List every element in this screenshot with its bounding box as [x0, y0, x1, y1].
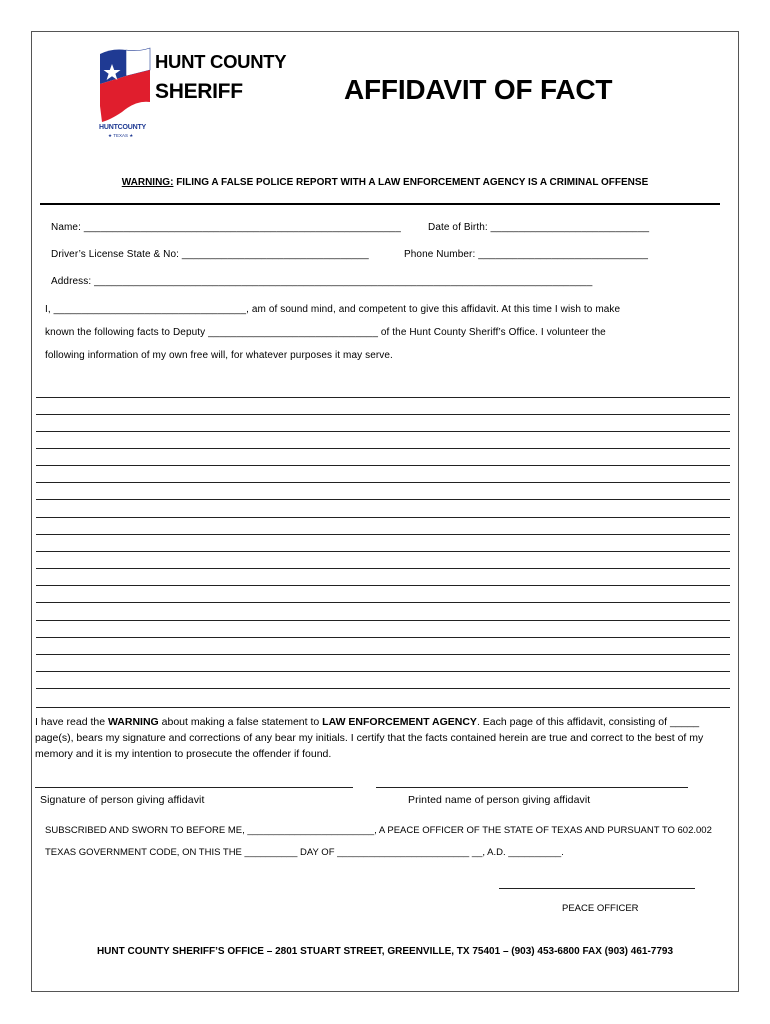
printed-name-label: Printed name of person giving affidavit [408, 794, 591, 806]
address-field[interactable]: Address: ________________________________________________________________________________________ [51, 276, 593, 287]
writing-line[interactable] [36, 671, 730, 672]
drivers-license-field[interactable]: Driver’s License State & No: _________________________________ [51, 249, 369, 260]
notary-line-2[interactable]: TEXAS GOVERNMENT CODE, ON THIS THE __________ DAY OF _________________________ __, A.D. __________. [45, 847, 564, 858]
writing-line[interactable] [36, 431, 730, 432]
writing-line[interactable] [36, 534, 730, 535]
statement-line-2[interactable]: known the following facts to Deputy ______________________________ of the Hunt County Sheriff’s Office. I volunteer the [45, 327, 606, 338]
logo-state-text: ★ TEXAS ★ [108, 133, 134, 138]
writing-line[interactable] [36, 499, 730, 500]
writing-line[interactable] [36, 568, 730, 569]
writing-line[interactable] [36, 551, 730, 552]
signature-line[interactable] [35, 787, 353, 788]
statement-line-3: following information of my own free will, for whatever purposes it may serve. [45, 350, 393, 361]
writing-line[interactable] [36, 637, 730, 638]
writing-line[interactable] [36, 707, 730, 708]
logo-wordmark: HUNTCOUNTY [99, 124, 146, 131]
sheriff-badge-logo [98, 46, 152, 124]
header-divider [40, 203, 720, 205]
writing-line[interactable] [36, 482, 730, 483]
writing-line[interactable] [36, 465, 730, 466]
writing-line[interactable] [36, 517, 730, 518]
peace-officer-label: PEACE OFFICER [562, 903, 639, 914]
certification-paragraph [35, 714, 725, 762]
signature-label: Signature of person giving affidavit [40, 794, 205, 806]
notary-line-1[interactable]: SUBSCRIBED AND SWORN TO BEFORE ME, ________________________, A PEACE OFFICER OF THE STATE OF TEXAS AND PURSUANT TO 602.002 [45, 825, 712, 836]
brand-sheriff: SHERIFF [155, 80, 243, 103]
closing-text: about making a false statement to [158, 716, 323, 728]
name-field[interactable]: Name: ________________________________________________________ [51, 222, 401, 233]
printed-name-line[interactable] [376, 787, 688, 788]
officer-signature-line[interactable] [499, 888, 695, 889]
dob-field[interactable]: Date of Birth: ____________________________ [428, 222, 650, 233]
writing-line[interactable] [36, 585, 730, 586]
phone-field[interactable]: Phone Number: ______________________________ [404, 249, 649, 260]
closing-text: I have read the [35, 716, 108, 728]
writing-line[interactable] [36, 448, 730, 449]
footer-contact: HUNT COUNTY SHERIFF’S OFFICE – 2801 STUART STREET, GREENVILLE, TX 75401 – (903) 453-6800 FAX (903) 461-7793 [96, 946, 674, 957]
closing-text: . Each page of this affidavit, consisting of _____ page(s), bears my signature and corrections of any bear my initials. I certify that the facts contained herein are true and correct to the best of my memory and it is my intention to prosecute the offender if found. [35, 716, 704, 760]
warning-banner [0, 177, 770, 188]
writing-line[interactable] [36, 414, 730, 415]
writing-line[interactable] [36, 654, 730, 655]
writing-line[interactable] [36, 620, 730, 621]
writing-line[interactable] [36, 397, 730, 398]
closing-warning-word: WARNING [107, 716, 159, 728]
page-title: AFFIDAVIT OF FACT [344, 74, 613, 105]
brand-county: HUNT COUNTY [155, 51, 287, 72]
warning-text: FILING A FALSE POLICE REPORT WITH A LAW ENFORCEMENT AGENCY IS A CRIMINAL OFFENSE [173, 177, 649, 188]
warning-label: WARNING: [121, 177, 174, 188]
closing-agency: LAW ENFORCEMENT AGENCY [322, 716, 477, 728]
statement-line-1[interactable]: I, __________________________________, am of sound mind, and competent to give this affidavit. At this time I wish to make [45, 304, 621, 315]
writing-line[interactable] [36, 688, 730, 689]
writing-line[interactable] [36, 602, 730, 603]
